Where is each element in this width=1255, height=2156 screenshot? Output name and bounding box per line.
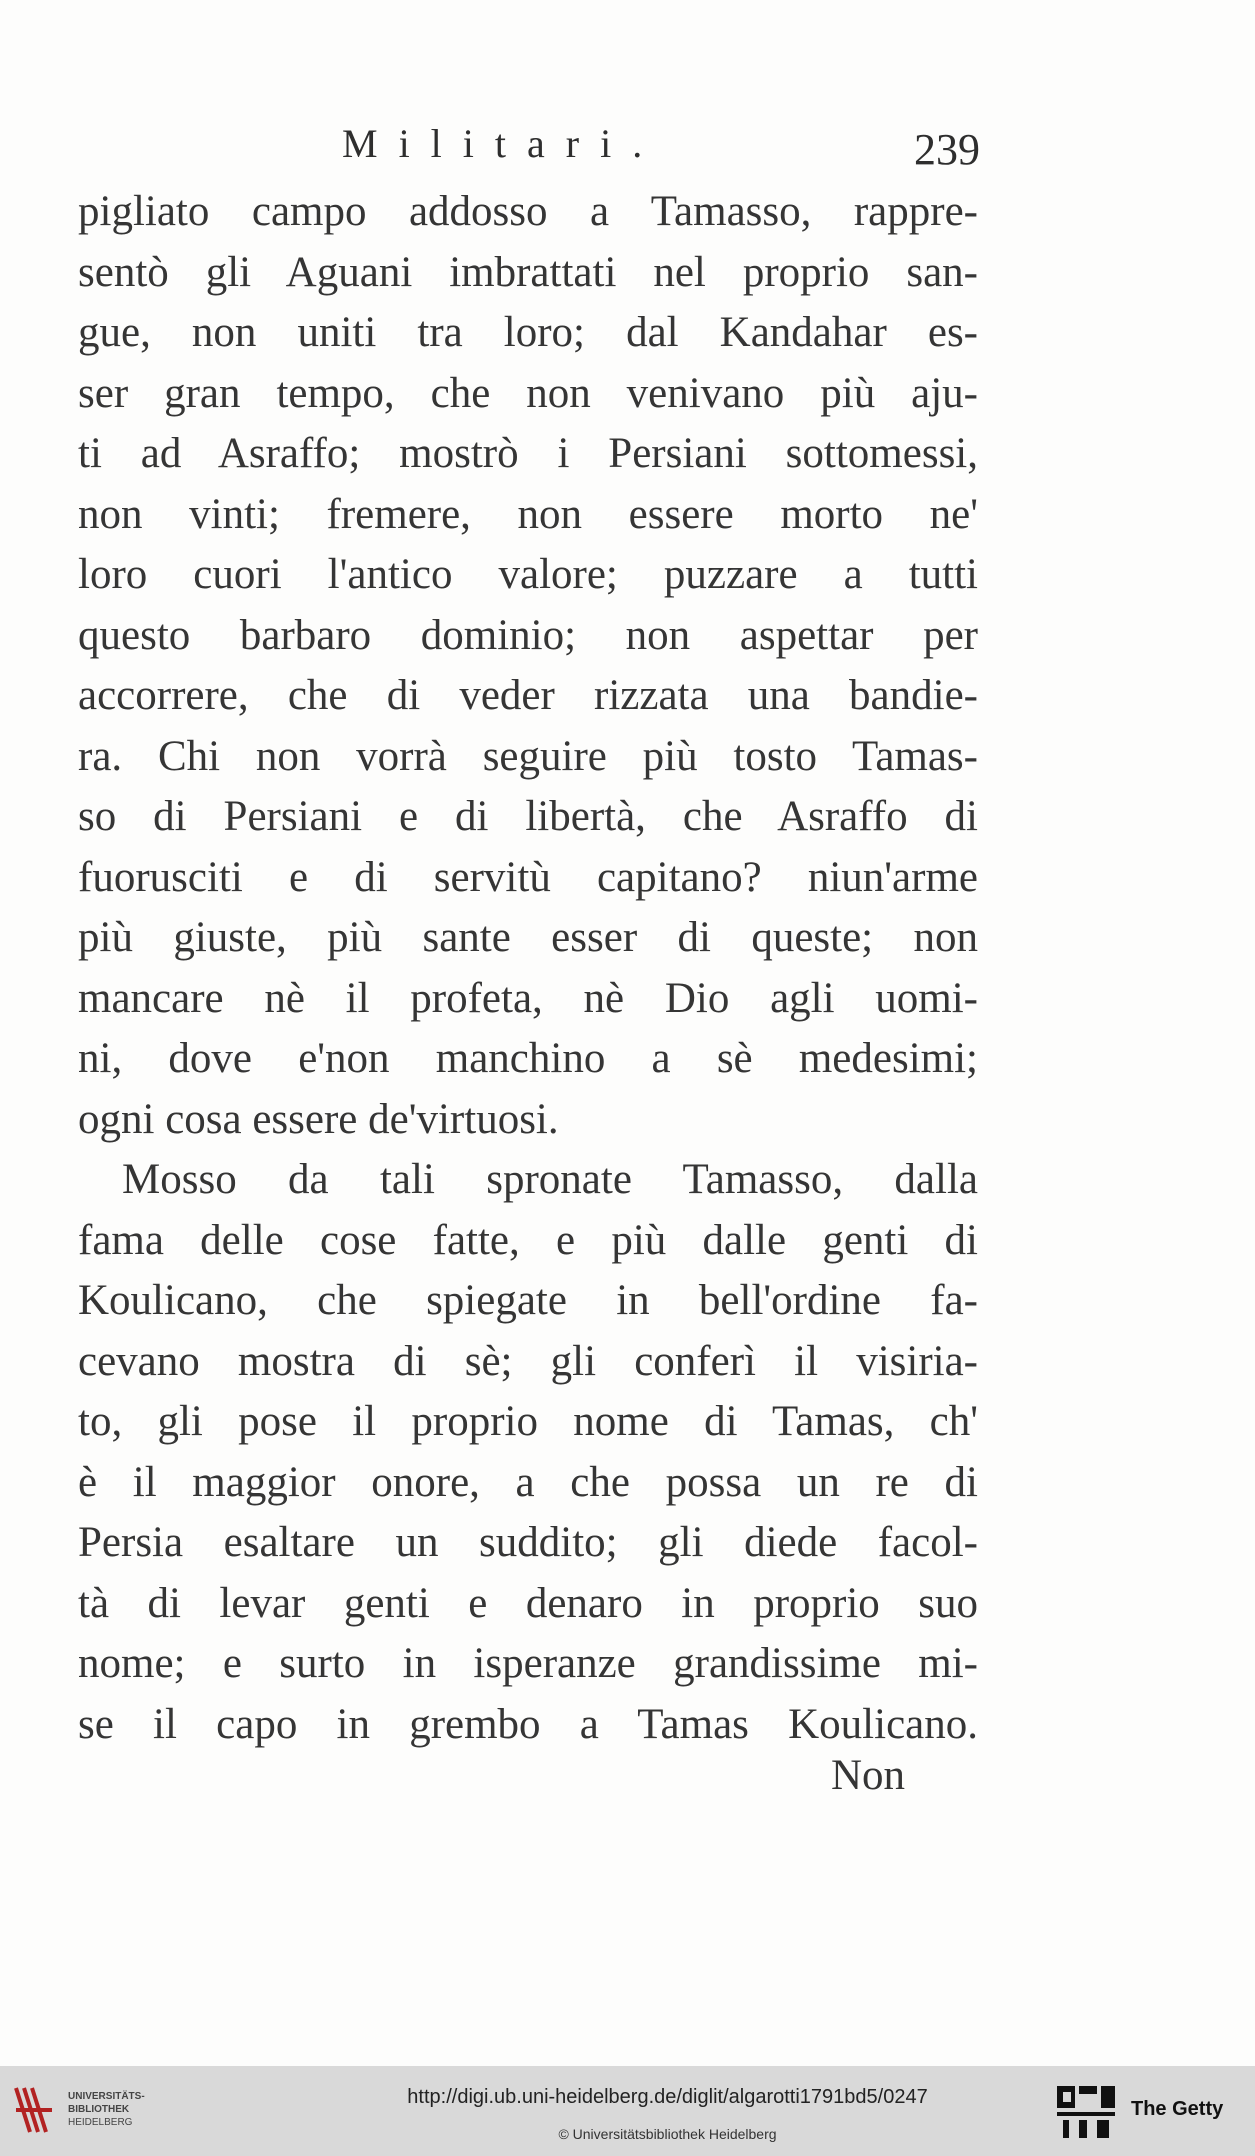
text-line: loro cuori l'antico valore; puzzare a tutti [78,551,978,598]
text-line: gue, non uniti tra loro; dal Kandahar es- [78,309,978,356]
getty-logo[interactable] [1055,2080,1245,2144]
text-line: Persia esaltare un suddito; gli diede facol- [78,1519,978,1566]
ub-logo-line: UNIVERSITÄTS- [68,2091,145,2102]
text-line: ser gran tempo, che non venivano più aju- [78,369,978,417]
text-line: ti ad Asraffo; mostrò i Persiani sottomessi, [78,430,978,477]
catchword: Non [831,1752,906,1799]
copyright-notice: © Universitätsbibliothek Heidelberg [558,2126,777,2142]
text-line: ogni cosa essere de'virtuosi. [78,1095,559,1143]
footer-bar [0,2066,1255,2156]
text-line: più giuste, più sante esser di queste; non [78,914,978,961]
body-text [78,182,978,1755]
text-line: se il capo in grembo a Tamas Koulicano. [78,1700,978,1748]
running-head-title: Militari. [342,121,664,166]
text-line: nome; e surto in isperanze grandissime mi- [78,1640,978,1687]
text-line: mancare nè il profeta, nè Dio agli uomi- [78,974,978,1022]
getty-icon [1055,2080,1119,2144]
text-line: ni, dove e'non manchino a sè medesimi; [78,1035,978,1082]
page-number: 239 [914,125,980,174]
text-line: fuorusciti e di servitù capitano? niun'arme [78,853,978,901]
text-line: accorrere, che di veder rizzata una bandie- [78,672,978,719]
text-line: to, gli pose il proprio nome di Tamas, ch' [78,1398,978,1445]
text-line: pigliato campo addosso a Tamasso, rappre- [78,188,978,235]
text-line: questo barbaro dominio; non aspettar per [78,611,978,659]
text-line: sentò gli Aguani imbrattati nel proprio san- [78,248,978,296]
text-line: non vinti; fremere, non essere morto ne' [78,490,978,538]
getty-wordmark: The Getty [1131,2098,1224,2120]
permalink-url[interactable]: http://digi.ub.uni-heidelberg.de/diglit/algarotti1791bd5/0247 [407,2086,928,2108]
text-line: Mosso da tali spronate Tamasso, dalla [122,1156,978,1203]
running-head [80,112,980,172]
text-line: tà di levar genti e denaro in proprio suo [78,1579,978,1627]
text-line: è il maggior onore, a che possa un re di [78,1458,978,1506]
text-line: cevano mostra di sè; gli conferì il visiria- [78,1337,978,1385]
text-line: so di Persiani e di libertà, che Asraffo di [78,793,978,840]
ub-logo-line: BIBLIOTHEK [68,2104,130,2115]
ub-logo-line: HEIDELBERG [68,2117,133,2128]
text-line: ra. Chi non vorrà seguire più tosto Tamas- [78,732,978,780]
text-line: fama delle cose fatte, e più dalle genti di [78,1216,978,1264]
text-line: Koulicano, che spiegate in bell'ordine fa- [78,1277,978,1324]
